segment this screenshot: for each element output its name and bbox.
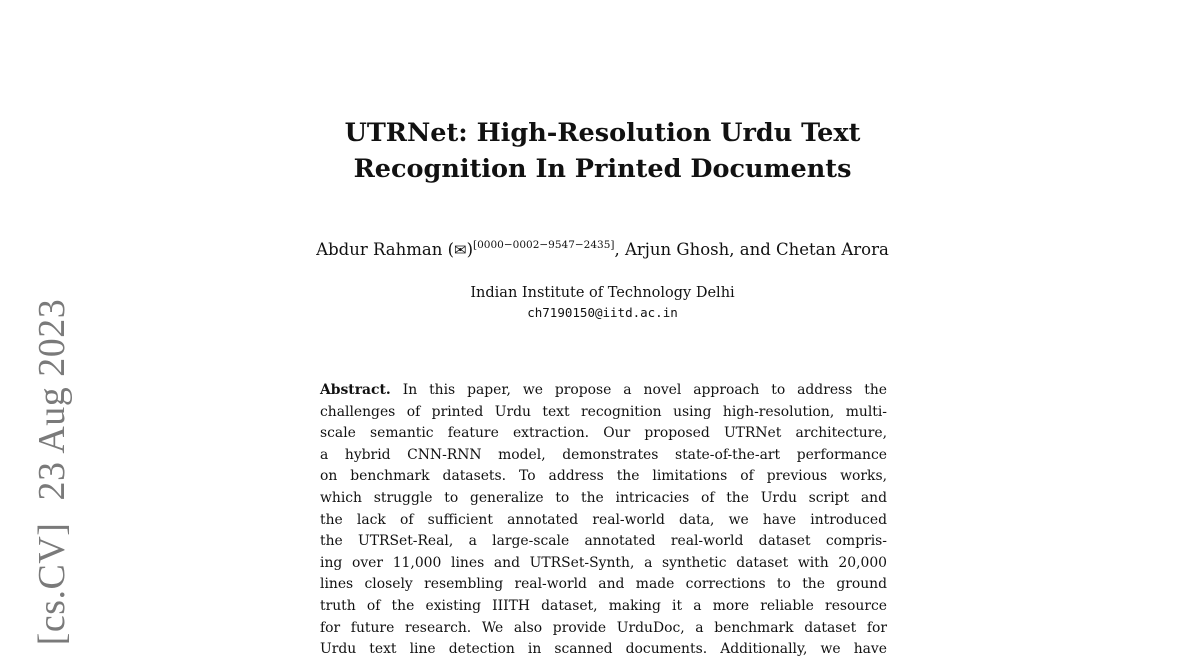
arxiv-date: 23 Aug 2023 [31, 298, 73, 501]
abstract-line: truth of the existing IIITH dataset, making it a more reliable resource [320, 597, 887, 614]
abstract-line: ing over 11,000 lines and UTRSet-Synth, a synthetic dataset with 20,000 [320, 554, 887, 571]
arxiv-side-stamp [30, 299, 74, 646]
paper-title [300, 115, 905, 187]
author-email[interactable]: ch7190150@iitd.ac.in [527, 305, 678, 320]
abstract-line: challenges of printed Urdu text recognition using high-resolution, multi- [320, 403, 887, 420]
abstract-line: a hybrid CNN-RNN model, demonstrates state-of-the-art performance [320, 446, 887, 463]
abstract-line: the lack of sufficient annotated real-world data, we have introduced [320, 511, 887, 528]
abstract-line: which struggle to generalize to the intricacies of the Urdu script and [320, 489, 887, 506]
affiliation-block [300, 283, 905, 323]
author-list [230, 238, 975, 262]
abstract-line-1 [320, 380, 887, 402]
author-1-close: ) [466, 240, 474, 259]
author-1-orcid[interactable]: [0000−0002−9547−2435] [473, 239, 615, 251]
abstract-line: the UTRSet-Real, a large-scale annotated real-world dataset compris- [320, 533, 887, 550]
abstract-first-line-text: In this paper, we propose a novel approach to address the [402, 382, 887, 398]
title-line-1: UTRNet: High-Resolution Urdu Text [344, 118, 861, 148]
abstract [320, 380, 887, 661]
abstract-line: scale semantic feature extraction. Our proposed UTRNet architecture, [320, 425, 887, 442]
author-1-name: Abdur Rahman ( [316, 240, 455, 259]
envelope-icon: ✉ [454, 241, 467, 259]
title-line-2: Recognition In Printed Documents [353, 154, 852, 184]
abstract-line: for future research. We also provide UrduDoc, a benchmark dataset for [320, 619, 887, 636]
abstract-line: Urdu text line detection in scanned documents. Additionally, we have [320, 641, 887, 658]
abstract-line: lines closely resembling real-world and made corrections to the ground [320, 576, 887, 593]
arxiv-category: [cs.CV] [31, 522, 73, 646]
abstract-line: on benchmark datasets. To address the limitations of previous works, [320, 468, 887, 485]
abstract-label: Abstract. [320, 382, 391, 398]
authors-rest: , Arjun Ghosh, and Chetan Arora [614, 240, 889, 259]
affiliation: Indian Institute of Technology Delhi [470, 285, 735, 301]
